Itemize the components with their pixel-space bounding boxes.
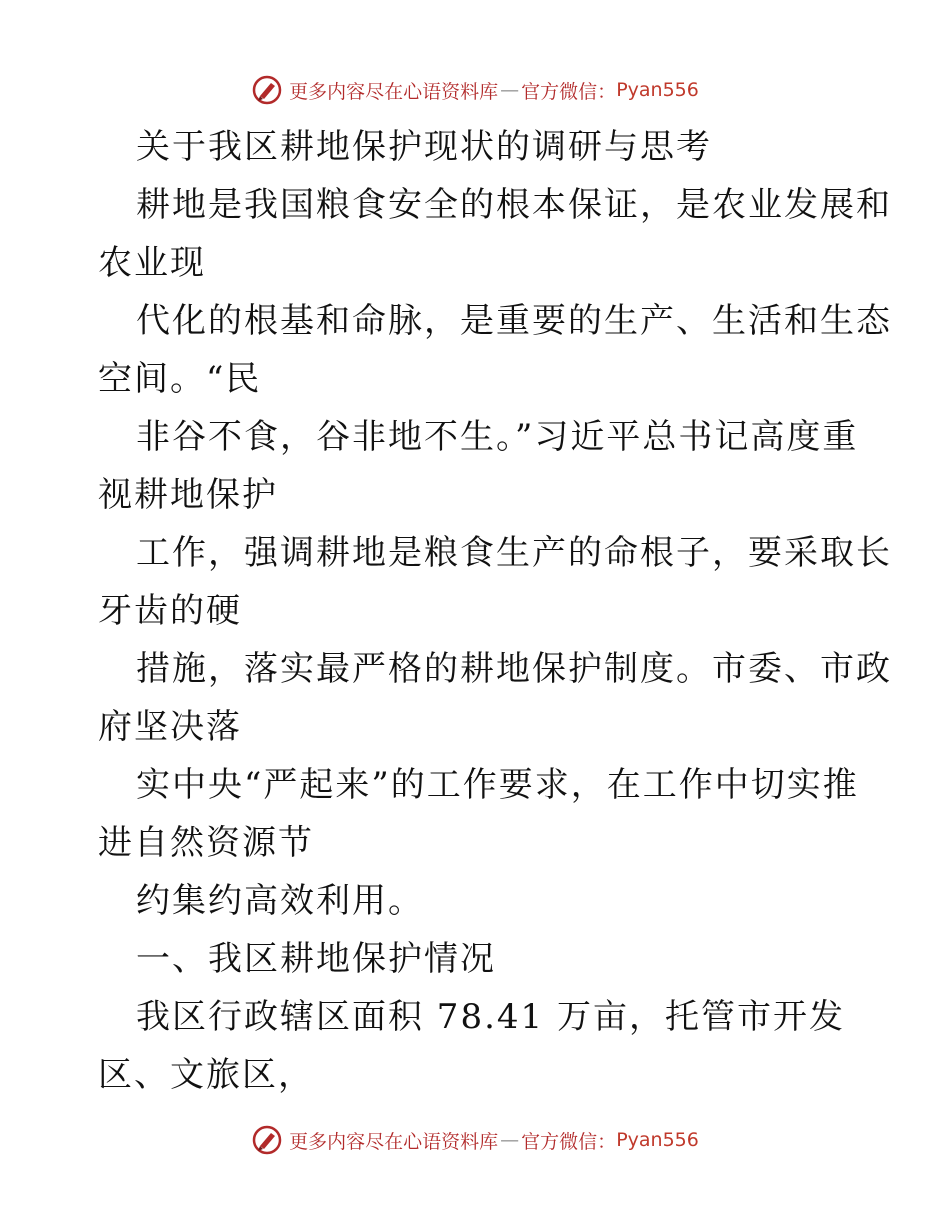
watermark-banner-bottom <box>0 1120 950 1160</box>
text-line: 府坚决落 <box>98 707 242 747</box>
wechat-id: Pyan556 <box>616 1129 699 1151</box>
text-line: 耕地是我国粮食安全的根本保证，是农业发展和 <box>136 185 892 225</box>
text-line: 一、我区耕地保护情况 <box>136 939 496 979</box>
wechat-label: 官方微信： <box>521 80 617 103</box>
text-line: 农业现 <box>98 243 206 283</box>
pen-circle-logo-icon <box>251 1124 283 1156</box>
text-line: 实中央“严起来”的工作要求，在工作中切实推 <box>136 765 859 805</box>
watermark-separator: — <box>500 79 520 101</box>
watermark-text: 更多内容尽在心语资料库 <box>289 1130 499 1153</box>
watermark-separator: — <box>500 1129 520 1151</box>
pen-circle-logo-icon <box>251 74 283 106</box>
document-body <box>98 118 892 1104</box>
text-line: 约集约高效利用。 <box>136 881 424 921</box>
watermark-text: 更多内容尽在心语资料库 <box>289 80 499 103</box>
text-line: 措施，落实最严格的耕地保护制度。市委、市政 <box>136 649 892 689</box>
wechat-label: 官方微信： <box>521 1130 617 1153</box>
wechat-id: Pyan556 <box>616 79 699 101</box>
text-line: 区、文旅区， <box>98 1055 314 1095</box>
text-line: 工作，强调耕地是粮食生产的命根子，要采取长 <box>136 533 892 573</box>
document-title: 关于我区耕地保护现状的调研与思考 <box>136 127 712 167</box>
text-line: 代化的根基和命脉，是重要的生产、生活和生态 <box>136 301 892 341</box>
watermark-banner-top <box>0 70 950 110</box>
text-line: 进自然资源节 <box>98 823 314 863</box>
document-paragraphs <box>98 176 892 1104</box>
text-line: 我区行政辖区面积 78.41 万亩，托管市开发 <box>136 997 845 1037</box>
text-line: 视耕地保护 <box>98 475 278 515</box>
text-line: 非谷不食，谷非地不生。”习近平总书记高度重 <box>136 417 859 457</box>
text-line: 牙齿的硬 <box>98 591 242 631</box>
text-line: 空间。“民 <box>98 359 262 399</box>
